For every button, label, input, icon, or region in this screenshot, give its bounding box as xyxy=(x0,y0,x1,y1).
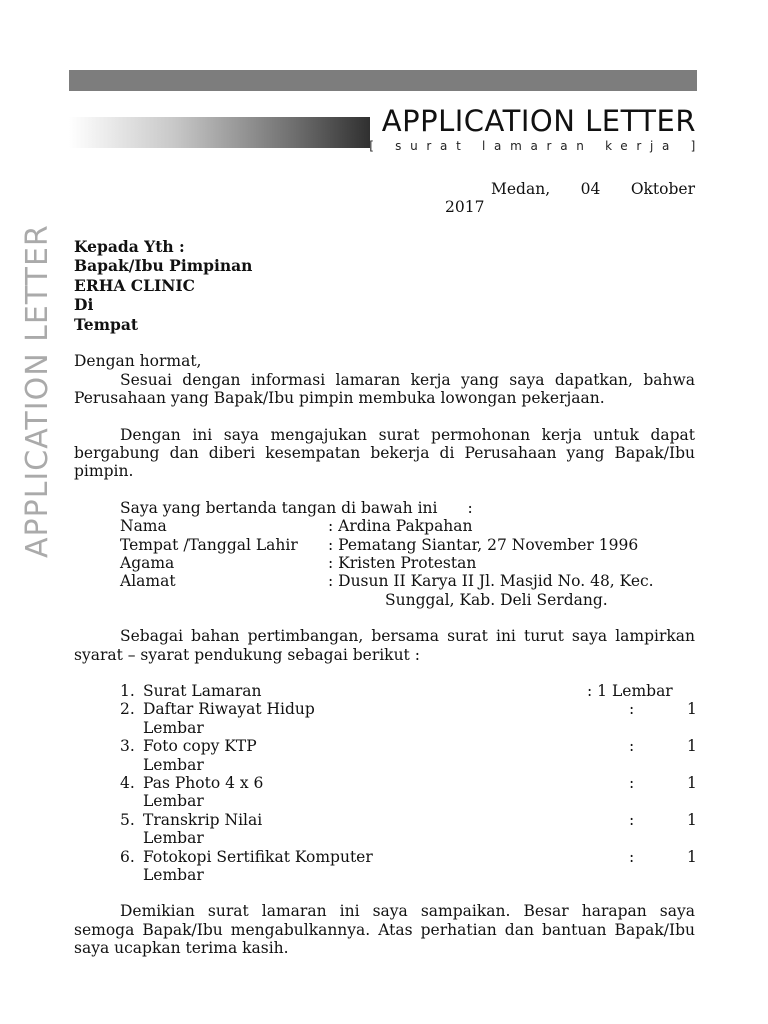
list-item xyxy=(120,774,695,811)
header-gradient-bar xyxy=(69,117,370,148)
list-item xyxy=(120,848,695,885)
list-unit: Lembar xyxy=(611,682,673,700)
list-text: Fotokopi Sertifikat Komputer xyxy=(143,847,373,866)
list-number: 2. xyxy=(120,700,135,719)
list-number: 4. xyxy=(120,774,135,793)
address-continuation: Sunggal, Kab. Deli Serdang. xyxy=(385,590,608,609)
list-quantity xyxy=(587,682,695,700)
list-qty: 1 xyxy=(687,774,697,793)
info-label: Nama xyxy=(120,517,167,536)
date-year: 2017 xyxy=(445,198,485,217)
list-unit: Lembar xyxy=(143,718,204,737)
list-number: 1. xyxy=(120,682,135,700)
list-qty: 1 xyxy=(687,737,697,756)
list-item xyxy=(120,737,695,774)
info-row-name xyxy=(120,517,695,535)
applicant-intro-text: Saya yang bertanda tangan di bawah ini xyxy=(120,498,438,517)
info-row-address xyxy=(120,572,695,590)
list-unit: Lembar xyxy=(143,829,204,848)
letter-subtitle: [ surat lamaran kerja ] xyxy=(369,139,704,153)
header-gray-bar xyxy=(69,70,697,91)
list-qty: 1 xyxy=(687,700,697,719)
list-number: 3. xyxy=(120,737,135,756)
applicant-intro-colon: : xyxy=(467,498,473,517)
list-number: 6. xyxy=(120,847,135,866)
recipient-block xyxy=(74,237,695,335)
letter-date xyxy=(74,180,695,198)
list-text: Pas Photo 4 x 6 xyxy=(143,774,264,793)
info-row-religion xyxy=(120,554,695,572)
list-unit: Lembar xyxy=(143,755,204,774)
info-value: : Kristen Protestan xyxy=(328,553,477,572)
info-label: Alamat xyxy=(120,572,176,591)
recipient-line: Tempat xyxy=(74,314,139,334)
vertical-side-title: APPLICATION LETTER xyxy=(20,224,55,558)
applicant-info xyxy=(120,499,695,609)
attachment-list xyxy=(120,682,695,884)
recipient-line: Kepada Yth : xyxy=(74,236,185,256)
info-label: Tempat /Tanggal Lahir xyxy=(120,535,298,554)
paragraph-attachments: Sebagai bahan pertimbangan, bersama surat ini turut saya lampirkan syarat – syarat pendukung sebagai berikut : xyxy=(74,627,695,664)
list-qty: 1 xyxy=(687,810,697,829)
list-colon: : xyxy=(629,774,635,793)
info-value: : Pematang Siantar, 27 November 1996 xyxy=(328,535,639,554)
list-colon: : xyxy=(629,737,635,756)
info-row-birth xyxy=(120,536,695,554)
paragraph-application: Dengan ini saya mengajukan surat permohonan kerja untuk dapat bergabung dan diberi kesempatan bekerja di Perusahaan yang Bapak/Ibu pimpin. xyxy=(74,425,695,481)
info-value: : Dusun II Karya II Jl. Masjid No. 48, Kec. xyxy=(328,572,654,591)
letter-body xyxy=(74,180,695,976)
paragraph-intro: Sesuai dengan informasi lamaran kerja yang saya dapatkan, bahwa Perusahaan yang Bapak/Ibu pimpin membuka lowongan pekerjaan. xyxy=(74,370,695,408)
list-text: Foto copy KTP xyxy=(143,737,257,756)
list-colon: : xyxy=(587,682,593,700)
list-text: Daftar Riwayat Hidup xyxy=(143,700,315,719)
applicant-intro xyxy=(120,499,695,517)
date-day-month: 04 Oktober xyxy=(580,180,695,198)
salutation: Dengan hormat, xyxy=(74,352,202,371)
recipient-line: Bapak/Ibu Pimpinan xyxy=(74,256,253,276)
list-item xyxy=(120,811,695,848)
recipient-line: Di xyxy=(74,295,94,315)
date-place: Medan, xyxy=(491,180,551,198)
list-number: 5. xyxy=(120,810,135,829)
list-colon: : xyxy=(629,810,635,829)
list-colon: : xyxy=(629,700,635,719)
list-text: Surat Lamaran xyxy=(143,682,262,700)
list-text: Transkrip Nilai xyxy=(143,810,263,829)
list-item xyxy=(120,682,695,700)
list-qty: 1 xyxy=(597,682,608,700)
info-value: : Ardina Pakpahan xyxy=(328,517,473,536)
list-unit: Lembar xyxy=(143,866,204,885)
letter-title: APPLICATION LETTER xyxy=(381,104,696,138)
list-unit: Lembar xyxy=(143,792,204,811)
list-qty: 1 xyxy=(687,847,697,866)
list-item xyxy=(120,700,695,737)
list-colon: : xyxy=(629,847,635,866)
info-label: Agama xyxy=(120,553,175,572)
recipient-line: ERHA CLINIC xyxy=(74,275,196,295)
paragraph-closing: Demikian surat lamaran ini saya sampaikan. Besar harapan saya semoga Bapak/Ibu mengabulkannya. Atas perhatian dan bantuan Bapak/Ibu saya ucapkan terima kasih. xyxy=(74,902,695,958)
